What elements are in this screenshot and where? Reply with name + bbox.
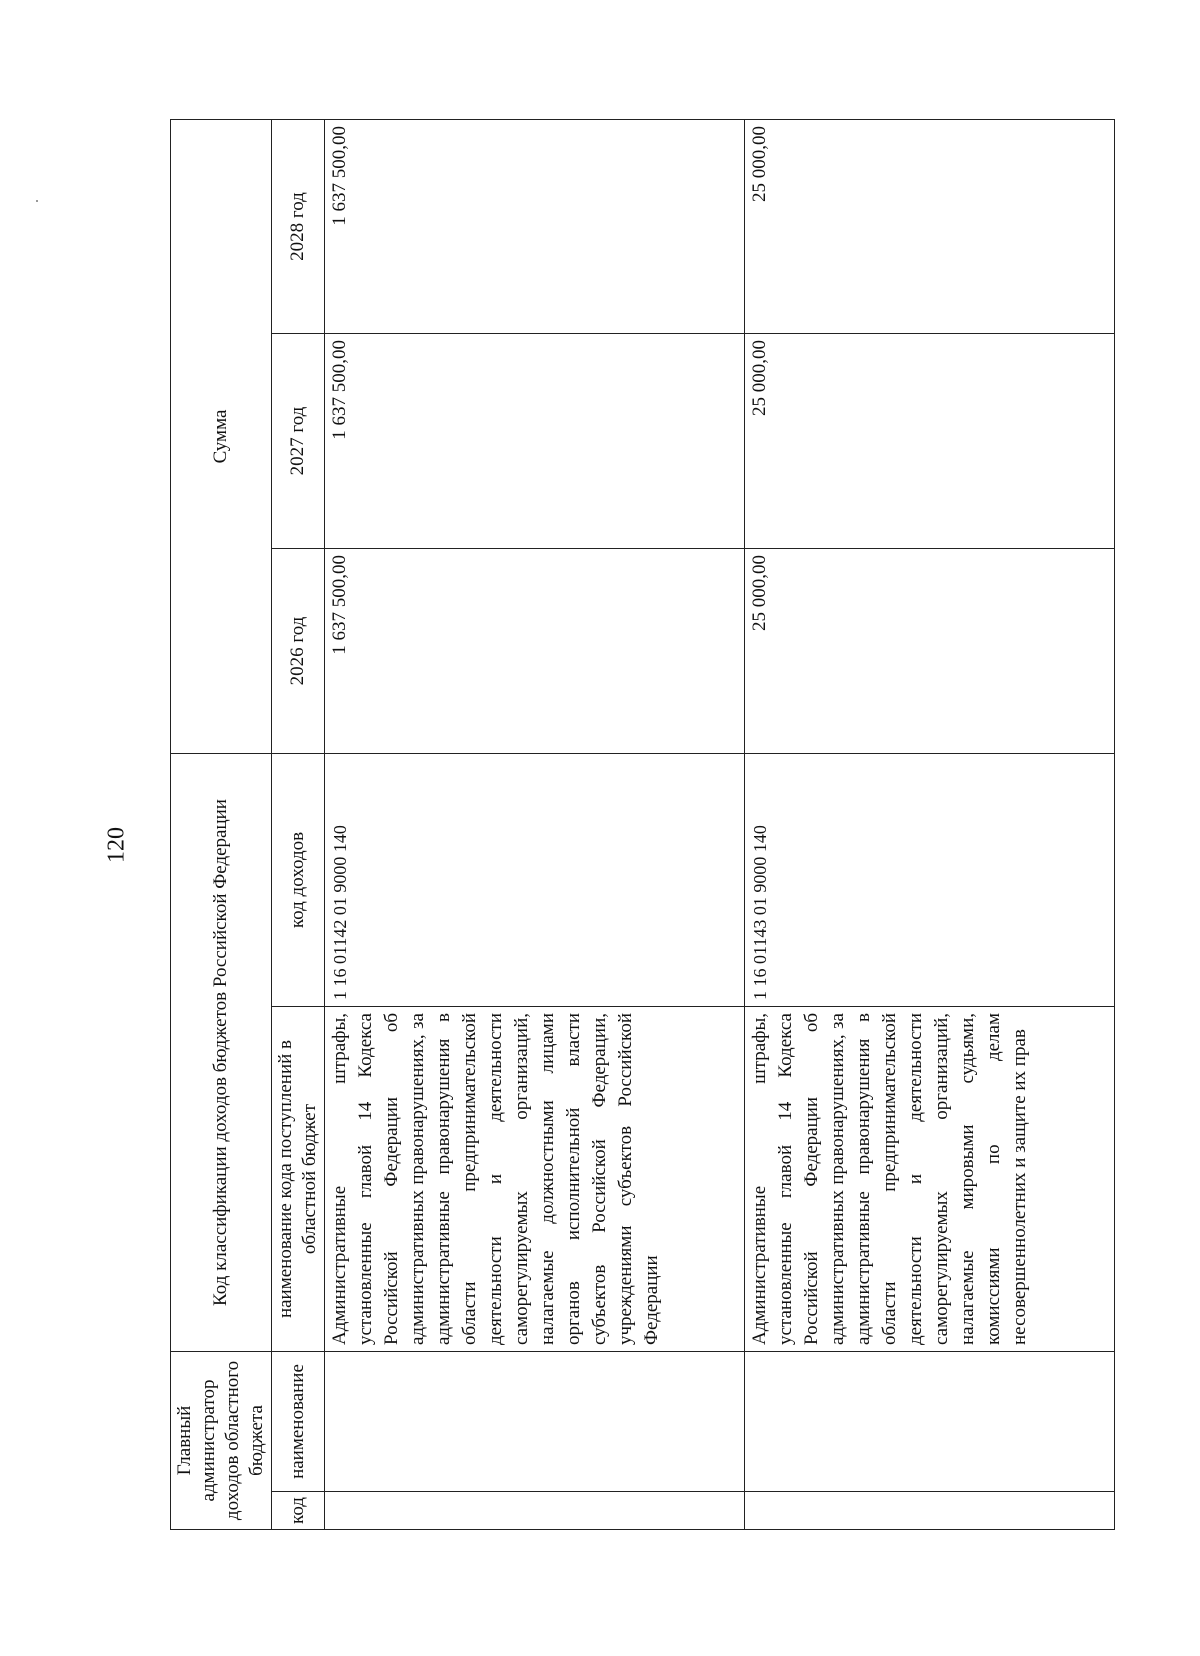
- income-description-cell: Административные штрафы, установленные главой 14 Кодекса Российской Федерации об административных правонарушениях, за административные правонарушения в области предпринимательской деятельности и деятельности саморегулируемых организаций, налагаемые должностными лицами органов исполнительной власти субъектов Российской Федерации, учреждениями субъектов Российской Федерации: [325, 1007, 745, 1352]
- admin-code-cell: [745, 1492, 1115, 1530]
- rotated-table-sheet: [170, 120, 1082, 1530]
- sum-group-header: Сумма: [171, 119, 272, 753]
- amount-2028-cell: 1 637 500,00: [325, 119, 745, 333]
- year-2026-header: 2026 год: [272, 549, 325, 754]
- year-2028-header: 2028 год: [272, 119, 325, 333]
- income-name-column-header: наименование кода поступлений в областной бюджет: [272, 1007, 325, 1352]
- admin-name-cell: [745, 1352, 1115, 1492]
- income-description-cell: Административные штрафы, установленные главой 14 Кодекса Российской Федерации об административных правонарушениях, за административные правонарушения в области предпринимательской деятельности и деятельности саморегулируемых организаций, налагаемые мировыми судьями, комиссиями по делам несовершеннолетних и защите их прав: [745, 1007, 1115, 1352]
- amount-2026-cell: 25 000,00: [745, 549, 1115, 754]
- income-code-cell: 1 16 01143 01 9000 140: [745, 754, 1115, 1007]
- admin-code-cell: [325, 1492, 745, 1530]
- page-number: 120: [103, 827, 130, 863]
- amount-2027-cell: 25 000,00: [745, 334, 1115, 549]
- amount-2028-cell: 25 000,00: [745, 119, 1115, 333]
- amount-2026-cell: 1 637 500,00: [325, 549, 745, 754]
- income-code-column-header: код доходов: [272, 754, 325, 1007]
- table-row: [745, 119, 1115, 1529]
- admin-group-header: Главный администратор доходов областного бюджета: [171, 1352, 272, 1530]
- header-row-1: [171, 119, 272, 1529]
- classification-group-header: Код классификации доходов бюджетов Российской Федерации: [171, 754, 272, 1352]
- income-code-cell: 1 16 01142 01 9000 140: [325, 754, 745, 1007]
- code-column-header: код: [272, 1492, 325, 1530]
- amount-2027-cell: 1 637 500,00: [325, 334, 745, 549]
- admin-name-cell: [325, 1352, 745, 1492]
- table-row: [325, 119, 745, 1529]
- header-row-2: [272, 119, 325, 1529]
- scan-speck: [36, 200, 38, 202]
- name-column-header: наименование: [272, 1352, 325, 1492]
- year-2027-header: 2027 год: [272, 334, 325, 549]
- budget-income-table: [170, 119, 1115, 1530]
